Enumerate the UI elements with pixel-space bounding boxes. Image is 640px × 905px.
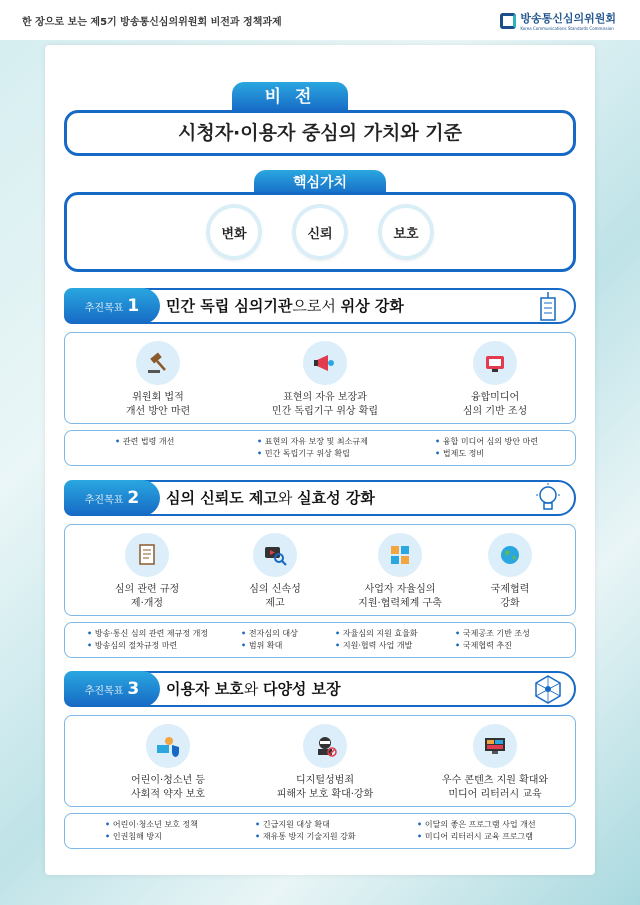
goal-3-title: 이용자 보호와 다양성 보장 — [166, 680, 341, 698]
content-screen-icon — [473, 724, 517, 768]
bullet-column: • 표현의 자유 보장 및 최소규제 • 민간 독립기구 위상 확립 — [257, 436, 368, 460]
goal-3-header — [64, 671, 576, 707]
core-values-tab: 핵심가치 — [254, 170, 386, 196]
megaphone-icon — [303, 341, 347, 385]
logo — [500, 10, 616, 31]
document-icon — [125, 533, 169, 577]
goal-2-item: 심의 관련 규정 제·개정 — [87, 533, 207, 611]
vision-statement: 시청자·이용자 중심의 가치와 기준 — [64, 110, 576, 156]
vision-tab: 비 전 — [232, 82, 348, 112]
goal-2-item: 사업자 자율심의 지원·협력체계 구축 — [335, 533, 465, 611]
logo-subtitle: Korea Communications Standards Commission — [520, 26, 614, 31]
goal-tag: 추진목표 — [84, 685, 124, 697]
goal-3-item: 디지털성범죄 피해자 보호 확대·강화 — [250, 724, 400, 802]
criminal-icon — [303, 724, 347, 768]
logo-name: 방송통신심의위원회 — [520, 12, 616, 25]
goal-3-bullets — [64, 813, 576, 849]
bullet-column: • 방송·통신 심의 관련 제규정 개정 • 방송심의 절차규정 마련 — [87, 628, 208, 652]
core-value-trust: 신뢰 — [296, 208, 344, 256]
goal-3-items — [64, 715, 576, 807]
goal-1-items — [64, 332, 576, 424]
bullet-column: • 자율심의 지원 효율화 • 지원·협력 사업 개발 — [335, 628, 418, 652]
goal-2-title: 심의 신뢰도 제고와 실효성 강화 — [166, 489, 375, 507]
goal-1-header — [64, 288, 576, 324]
bullet-column: • 융합 미디어 심의 방안 마련 • 법제도 정비 — [435, 436, 538, 460]
building-icon — [532, 290, 564, 322]
goal-2-items — [64, 524, 576, 616]
gavel-icon — [136, 341, 180, 385]
video-search-icon — [253, 533, 297, 577]
logo-icon — [500, 13, 516, 29]
goal-1-item: 위원회 법적 개선 방안 마련 — [103, 341, 213, 419]
page-title: 한 장으로 보는 제5기 방송통신심의위원회 비전과 정책과제 — [22, 17, 282, 28]
core-value-protection: 보호 — [382, 208, 430, 256]
goal-2-item: 국제협력 강화 — [465, 533, 555, 611]
bullet-column: • 관련 법령 개선 — [115, 436, 174, 448]
goal-1-item: 융합미디어 심의 기반 조성 — [435, 341, 555, 419]
goal-tag: 추진목표 — [84, 302, 124, 314]
goal-tag: 추진목표 — [84, 494, 124, 506]
bullet-column: • 이달의 좋은 프로그램 사업 개선 • 미디어 리터러시 교육 프로그램 — [417, 819, 536, 843]
goal-1-bullets — [64, 430, 576, 466]
blocks-icon — [378, 533, 422, 577]
bullet-column: • 어린이·청소년 보호 정책 • 인권침해 방지 — [105, 819, 198, 843]
media-icon — [473, 341, 517, 385]
lightbulb-icon — [532, 482, 564, 514]
child-shield-icon — [146, 724, 190, 768]
core-values-box — [64, 192, 576, 272]
goal-2-header — [64, 480, 576, 516]
goal-2-bullets — [64, 622, 576, 658]
goal-2-item: 심의 신속성 제고 — [225, 533, 325, 611]
bullet-column: • 국제공조 기반 조성 • 국제협력 추진 — [455, 628, 530, 652]
network-icon — [532, 673, 564, 705]
goal-number: 1 — [127, 296, 140, 316]
goal-3-item: 우수 콘텐츠 지원 확대와 미디어 리터러시 교육 — [425, 724, 565, 802]
goal-3-item: 어린이·청소년 등 사회적 약자 보호 — [103, 724, 233, 802]
goal-1-item: 표현의 자유 보장과 민간 독립기구 위상 확립 — [255, 341, 395, 419]
bullet-column: • 전자심의 대상 • 범위 확대 — [241, 628, 298, 652]
goal-number: 2 — [127, 488, 140, 508]
goal-number: 3 — [127, 679, 140, 699]
bullet-column: • 긴급지원 대상 확대 • 재유통 방지 기술지원 강화 — [255, 819, 356, 843]
goal-1-title: 민간 독립 심의기관으로서 위상 강화 — [166, 297, 404, 315]
core-value-change: 변화 — [210, 208, 258, 256]
globe-icon — [488, 533, 532, 577]
